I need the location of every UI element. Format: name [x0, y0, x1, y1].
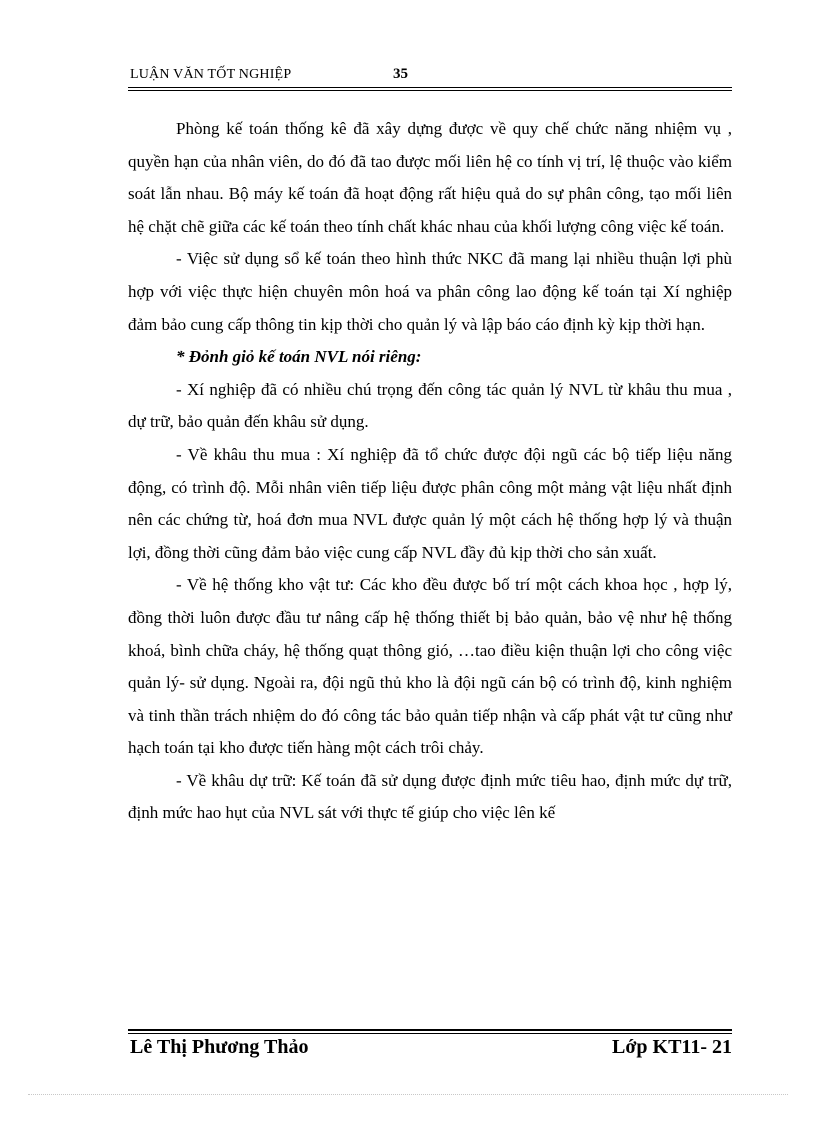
header-rule-bottom	[128, 90, 732, 91]
paragraph: - Về hệ thống kho vật tư: Các kho đều được bố trí một cách khoa học , hợp lý, đồng thời luôn được đầu tư nâng cấp hệ thống thiết bị bảo quản, bảo vệ như hệ thống khoá, bình chữa cháy, hệ thống quạt thông gió, …tao điều kiện thuận lợi cho công việc quản lý- sử dụng. Ngoài ra, đội ngũ thủ kho là đội ngũ cán bộ có trình độ, kinh nghiệm và tinh thần trách nhiệm do đó công tác bảo quản tiếp nhận và cấp phát vật tư cũng như hạch toán tại kho được tiến hàng một cách trôi chảy.	[128, 575, 732, 758]
page-header	[128, 66, 732, 86]
footer-class: Lớp KT11- 21	[612, 1036, 732, 1058]
paragraph: Phòng kế toán thống kê đã xây dựng được về quy chế chức năng nhiệm vụ , quyền hạn của nhân viên, do đó đã tao được mối liên hệ co tính vị trí, lệ thuộc vào kiểm soát lẫn nhau. Bộ máy kế toán đã hoạt động rất hiệu quả do sự phân công, tạo mối liên hệ chặt chẽ giữa các kế toán theo tính chất khác nhau của khối lượng công việc kế toán.	[128, 119, 732, 236]
document-body	[128, 113, 732, 830]
header-title: LUẬN VĂN TỐT NGHIỆP	[130, 67, 292, 82]
page-edge-divider	[28, 1094, 788, 1095]
footer-rule-bottom	[128, 1033, 732, 1034]
footer-rule-top	[128, 1029, 732, 1031]
page-footer	[128, 1036, 732, 1062]
page-number: 35	[393, 66, 408, 82]
paragraph: - Về khâu thu mua : Xí nghiệp đã tổ chức được đội ngũ các bộ tiếp liệu năng động, có trình độ. Mỗi nhân viên tiếp liệu được phân công một mảng vật liệu nhất định nên các chứng từ, hoá đơn mua NVL được quản lý một cách hệ thống hợp lý và thuận lợi, đồng thời cũng đảm bảo việc cung cấp NVL đầy đủ kịp thời cho sản xuất.	[128, 444, 732, 562]
paragraph: - Việc sử dụng sổ kế toán theo hình thức NKC đã mang lại nhiều thuận lợi phù hợp với việc thực hiện chuyên môn hoá va phân công lao động kế toán tại Xí nghiệp đảm bảo cung cấp thông tin kịp thời cho quản lý và lập báo cáo định kỳ kịp thời hạn.	[128, 249, 732, 334]
footer-author: Lê Thị Phương Thảo	[130, 1036, 309, 1058]
section-heading: * Đỏnh giỏ kế toán NVL nói riêng:	[176, 347, 422, 367]
header-rule-top	[128, 87, 732, 88]
paragraph: - Về khâu dự trữ: Kế toán đã sử dụng được định mức tiêu hao, định mức dự trữ, định mức hao hụt của NVL sát với thực tế giúp cho việc lên kế	[128, 770, 732, 823]
paragraph: - Xí nghiệp đã có nhiều chú trọng đến công tác quản lý NVL từ khâu thu mua , dự trữ, bảo quản đến khâu sử dụng.	[128, 379, 732, 432]
